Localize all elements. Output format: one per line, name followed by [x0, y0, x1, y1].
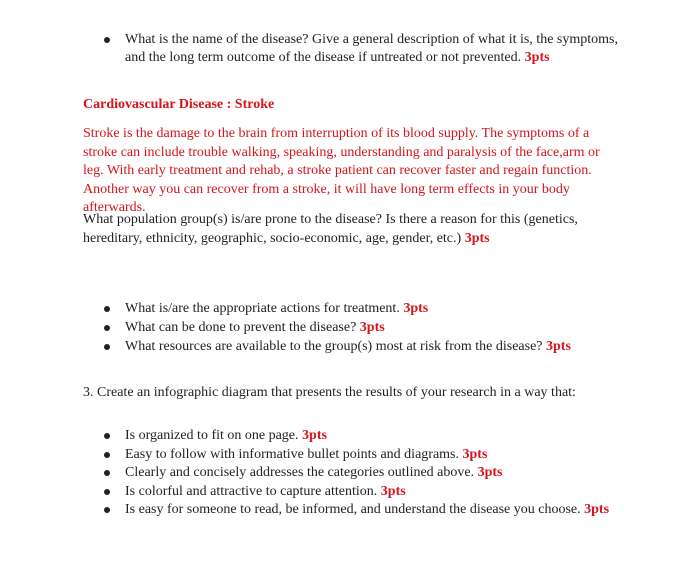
points-label: 3pts: [403, 301, 429, 316]
criteria-text: Is easy for someone to read, be informed, and understand the disease you choose.: [125, 502, 581, 517]
list-item: [83, 300, 628, 318]
question-text: What population group(s) is/are prone to the disease? Is there a reason for this (genetics, hereditary, ethnicity, geographic, socio-economic, age, gender, etc.): [83, 212, 578, 246]
list-item: [83, 31, 628, 67]
list-item: [83, 464, 628, 482]
population-question: [83, 211, 628, 248]
bullet-icon: [104, 306, 110, 312]
infographic-instruction: 3. Create an infographic diagram that presents the results of your research in a way that:: [83, 385, 576, 400]
points-label: 3pts: [546, 339, 571, 354]
bullet-icon: [104, 325, 110, 331]
answer-paragraph: Stroke is the damage to the brain from interruption of its blood supply. The symptoms of a stroke can include trouble walking, speaking, understanding and paralysis of the face,arm or leg. With early treatment and rehab, a stroke patient can recover faster and regain function. Another way you can recover from a stroke, it will have long term effects in your body afterwards.: [83, 126, 600, 215]
points-label: 3pts: [584, 502, 610, 517]
list-item: [83, 319, 628, 337]
criteria-text: Easy to follow with informative bullet points and diagrams.: [125, 446, 459, 462]
section-heading: Cardiovascular Disease : Stroke: [83, 97, 275, 112]
points-label: 3pts: [462, 446, 488, 462]
bullet-icon: [104, 470, 110, 476]
criteria-text: Is colorful and attractive to capture attention.: [125, 483, 378, 499]
bullet-icon: [104, 452, 110, 458]
points-label: 3pts: [302, 428, 327, 443]
list-item: [83, 338, 628, 356]
question-text: What resources are available to the group(s) most at risk from the disease?: [125, 339, 543, 354]
question-text: What can be done to prevent the disease?: [125, 320, 357, 335]
disease-question-list: [83, 31, 628, 67]
list-item: [83, 483, 628, 501]
points-label: 3pts: [477, 465, 503, 480]
points-label: 3pts: [359, 320, 385, 335]
points-label: 3pts: [380, 483, 406, 499]
criteria-text: Is organized to fit on one page.: [125, 428, 299, 443]
bullet-icon: [104, 489, 110, 495]
treatment-question-list: [83, 300, 628, 357]
list-item: [83, 446, 628, 464]
question-text: What is the name of the disease? Give a general description of what it is, the symptoms, and the long term outcome of the disease if untreated or not prevented.: [125, 32, 618, 65]
list-item: [83, 501, 628, 519]
criteria-list: [83, 427, 628, 520]
bullet-icon: [104, 344, 110, 350]
criteria-text: Clearly and concisely addresses the categories outlined above.: [125, 465, 475, 480]
question-text: What is/are the appropriate actions for treatment.: [125, 301, 400, 316]
bullet-icon: [104, 37, 110, 43]
points-label: 3pts: [524, 50, 550, 65]
bullet-icon: [104, 507, 110, 513]
bullet-icon: [104, 433, 110, 439]
points-label: 3pts: [464, 230, 490, 246]
list-item: [83, 427, 628, 445]
